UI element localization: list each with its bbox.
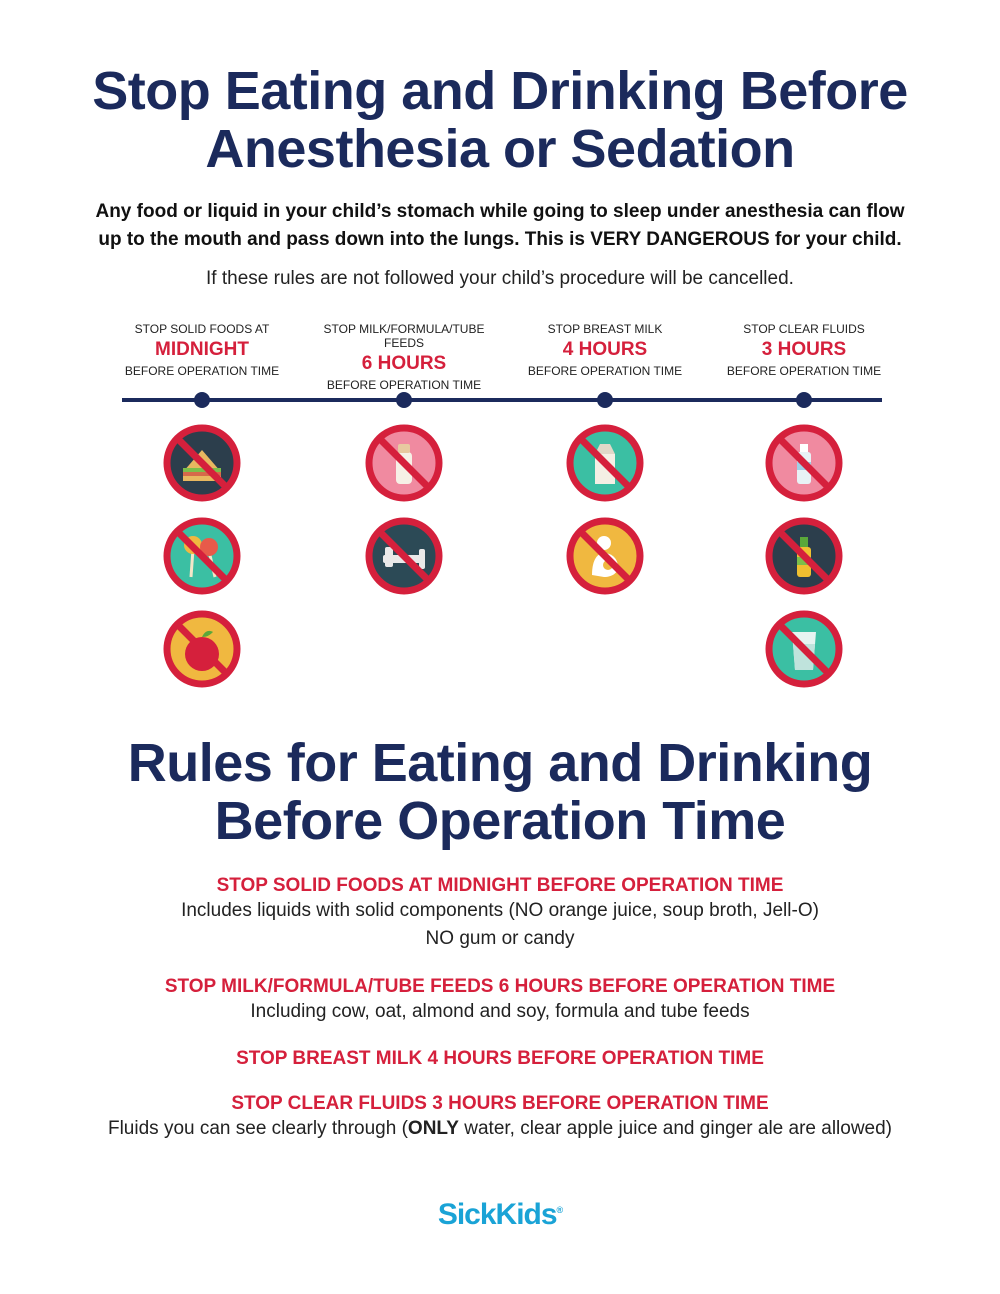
timeline-col-3-hours [704, 322, 904, 378]
rule-body-line [40, 1115, 960, 1143]
no-water-bottle-icon [763, 422, 845, 504]
timeline-time: 4 HOURS [562, 339, 648, 360]
rule-milk-formula [40, 976, 960, 1026]
rules-title-line1: Rules for Eating and Drinking [127, 733, 873, 793]
no-milk-bottle-icon [363, 422, 445, 504]
timeline-top-label: STOP SOLID FOODS AT [134, 322, 270, 336]
timeline-bottom-label: BEFORE OPERATION TIME [527, 364, 683, 378]
main-title-line1: Stop Eating and Drinking Before [92, 61, 908, 121]
rule-body-line: Including cow, oat, almond and soy, formula and tube feeds [250, 1001, 750, 1022]
timeline-dot [194, 392, 210, 408]
timeline-bottom-label: BEFORE OPERATION TIME [124, 364, 280, 378]
timeline-time: MIDNIGHT [155, 339, 249, 360]
no-glass-icon [763, 608, 845, 690]
rules-title-line2: Before Operation Time [214, 791, 786, 852]
timeline-top-label: STOP CLEAR FLUIDS [743, 322, 865, 336]
rule-heading: STOP CLEAR FLUIDS 3 HOURS BEFORE OPERATION TIME [231, 1093, 769, 1114]
no-tube-feed-icon [363, 515, 445, 597]
no-apple-icon [161, 608, 243, 690]
rule-body-line: Includes liquids with solid components (NO orange juice, soup broth, Jell-O) [181, 900, 819, 921]
rule-body-line: NO gum or candy [425, 927, 575, 949]
no-milk-carton-icon [564, 422, 646, 504]
timeline-top-label: STOP BREAST MILK [547, 322, 663, 336]
rule-body-text: Fluids you can see clearly through ( [107, 1118, 408, 1139]
timeline-dot [396, 392, 412, 408]
logo-registered-mark: ® [556, 1205, 563, 1215]
timeline-time: 6 HOURS [361, 353, 447, 374]
timeline-col-4-hours [505, 322, 705, 378]
rule-heading: STOP MILK/FORMULA/TUBE FEEDS 6 HOURS BEFORE OPERATION TIME [164, 976, 836, 997]
no-candy-icon [161, 515, 243, 597]
rule-body-text: water, clear apple juice and ginger ale are allowed) [458, 1118, 893, 1139]
intro-line2: up to the mouth and pass down into the lungs. This is VERY DANGEROUS for your child. [98, 228, 902, 250]
no-breastfeeding-icon [564, 515, 646, 597]
intro-line1: Any food or liquid in your child’s stomach while going to sleep under anesthesia can flow [95, 201, 905, 222]
sickkids-logo [0, 1198, 1000, 1232]
rule-heading: STOP BREAST MILK 4 HOURS BEFORE OPERATION TIME [236, 1048, 764, 1069]
timeline-bottom-label: BEFORE OPERATION TIME [726, 364, 882, 378]
no-juice-bottle-icon [763, 515, 845, 597]
rule-emphasis: ONLY [407, 1118, 459, 1139]
rule-clear-fluids [40, 1093, 960, 1143]
cancellation-warning: If these rules are not followed your child’s procedure will be cancelled. [206, 268, 794, 289]
timeline-line [122, 398, 882, 402]
rule-breast-milk [40, 1048, 960, 1070]
timeline-top-label: STOP MILK/FORMULA/TUBE FEEDS [323, 322, 485, 350]
no-sandwich-icon [161, 422, 243, 504]
main-title [0, 62, 1000, 179]
rule-heading: STOP SOLID FOODS AT MIDNIGHT BEFORE OPERATION TIME [216, 875, 784, 896]
rules-title [0, 734, 1000, 851]
timeline-col-6-hours [304, 322, 504, 392]
timeline-col-midnight [102, 322, 302, 378]
timeline-bottom-label: BEFORE OPERATION TIME [326, 378, 482, 392]
logo-text: SickKids [437, 1198, 557, 1231]
timeline-time: 3 HOURS [761, 339, 847, 360]
main-title-line2: Anesthesia or Sedation [205, 119, 795, 180]
timeline-dot [597, 392, 613, 408]
timeline-dot [796, 392, 812, 408]
rule-solid-foods [40, 875, 960, 952]
intro-paragraph [80, 198, 920, 253]
